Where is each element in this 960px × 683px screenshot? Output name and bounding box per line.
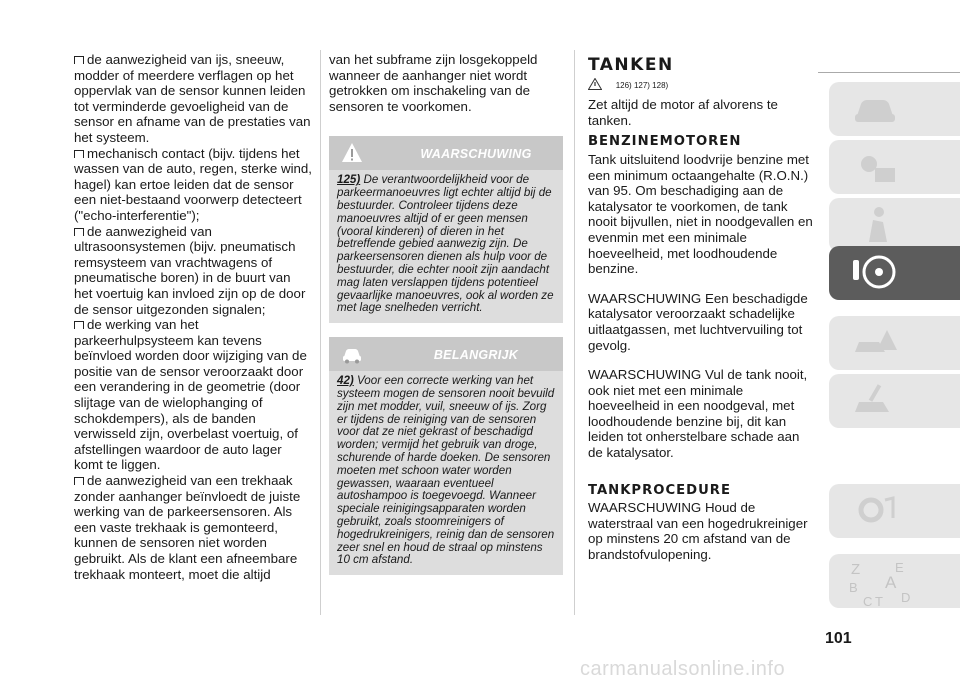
right-column <box>588 55 814 563</box>
sun-envelope-icon <box>849 144 901 188</box>
column-divider <box>574 50 575 615</box>
index-letter: A <box>885 573 897 592</box>
index-letter: B <box>849 580 858 595</box>
bullet-item: de aanwezigheid van een trekhaak zonder aanhanger beïnvloedt de juiste werking van de parkeersensoren. Als een vaste trekhaak is gemonteerd, kunnen de sensoren niet worden gebruikt. Als de klant een afneembare trekhaak monteert, moet die altijd <box>74 473 301 582</box>
left-column <box>74 52 312 582</box>
index-letter: D <box>901 590 911 605</box>
seat-airbag-icon <box>849 202 901 246</box>
wrench-car-icon <box>849 378 901 422</box>
important-title: BELANGRIJK <box>433 348 519 363</box>
bullet-icon <box>74 228 84 236</box>
page-number: 101 <box>825 630 852 647</box>
car-warning-icon <box>849 320 901 364</box>
warning-header <box>329 136 563 170</box>
warning-title: WAARSCHUWING <box>420 147 532 162</box>
bullet-item: de aanwezigheid van ijs, sneeuw, modder of meerdere verflagen op het oppervlak van de sensor kunnen leiden tot verminderde gevoeligheid van de sensor en afname van de prestaties van het systeem. <box>74 52 311 145</box>
bullet-item: de werking van het parkeerhulpsysteem kan tevens beïnvloed worden door wijziging van de positie van de sensor veroorzaakt door een verandering in de geometrie (door slijtage van de wielophanging of schokdempers), als de banden verwisseld zijn, overbelast voertuig, of afstellingen waardoor de auto lager komt te liggen. <box>74 317 307 473</box>
body-text: WAARSCHUWING Vul de tank nooit, ook niet met een minimale hoeveelheid in een noodgeval, met loodhoudende benzine bij, dit kan leiden tot onherstelbare schade aan de katalysator. <box>588 367 808 461</box>
warning-triangle-icon <box>341 142 363 164</box>
chapter-tab-dashboard[interactable] <box>829 82 960 136</box>
warning-triangle-icon <box>588 78 602 90</box>
bullet-icon <box>74 150 84 158</box>
important-box <box>329 337 563 575</box>
index-letter: E <box>895 560 904 575</box>
key-steering-wheel-icon <box>849 250 901 294</box>
intro-text: Zet altijd de motor af alvorens te tanken. <box>588 97 778 128</box>
column-divider <box>320 50 321 615</box>
important-header <box>329 337 563 371</box>
warning-text: 125) De verantwoordelijkheid voor de parkeermanoeuvres ligt echter altijd bij de bestuurder. Controleer tijdens deze manoeuvres altijd of er geen mensen (vooral kinderen) of dieren in het betreffende gebied aanwezig zijn. De parkeersensoren dienen als hulp voor de bestuurder, die echter nooit zijn aandacht mag laten verslappen tijdens potentieel gevaarlijke manoeuvres, ook al worden ze met lage snelheden verricht. <box>337 173 554 315</box>
index-letter: T <box>875 594 883 608</box>
bullet-item: mechanisch contact (bijv. tijdens het wassen van de auto, regen, sterke wind, hagel) kan ertoe leiden dat de sensor een niet-bestaand voorwerp detecteert ("echo-interferentie"); <box>74 145 313 223</box>
body-text: WAARSCHUWING Houd de waterstraal van een hogedrukreiniger op minstens 20 cm afstand van de brandstofvulopening. <box>588 500 808 563</box>
chapter-tab-maintenance[interactable] <box>829 374 960 428</box>
chapter-tab-multimedia[interactable] <box>829 484 960 538</box>
bullet-icon <box>74 477 84 485</box>
section-heading: TANKEN <box>588 55 674 75</box>
important-number: 42) <box>337 374 354 388</box>
middle-column <box>329 52 563 575</box>
warning-number: 125) <box>337 173 361 187</box>
subheading-benzine: BENZINEMOTOREN <box>588 134 742 150</box>
reference-line <box>588 78 814 94</box>
warning-box <box>329 136 563 323</box>
bullet-icon <box>74 56 84 64</box>
continuation-text: van het subframe zijn losgekoppeld wanneer de aanhanger niet wordt getrokken om inschakeling van de sensoren te voorkomen. <box>329 52 538 114</box>
chapter-tab-emergency[interactable] <box>829 316 960 370</box>
body-text: Tank uitsluitend loodvrije benzine met een minimum octaangehalte (R.O.N.) van 95. Om beschadiging aan de katalysator te voorkomen, de tank nooit bijvullen, niet in noodgevallen en evenmin met een minimale hoeveelheid, met loodhoudende benzine. <box>588 151 813 277</box>
chapter-tab-index[interactable] <box>829 554 960 608</box>
gear-music-icon <box>849 488 901 532</box>
bullet-item: de aanwezigheid van ultrasoonsystemen (bijv. pneumatisch remsysteem van vrachtwagens of pneumatische boren) in de buurt van het voertuig kan invloed zijn op de door de sensor uitgezonden signalen; <box>74 223 306 317</box>
chapter-tab-safety[interactable] <box>829 198 960 252</box>
alphabet-index-icon <box>849 558 939 608</box>
reference-numbers: 126) 127) 128) <box>615 80 669 90</box>
subheading-procedure: TANKPROCEDURE <box>588 482 731 498</box>
car-dashboard-icon <box>849 86 901 130</box>
body-text: WAARSCHUWING Een beschadigde katalysator veroorzaakt schadelijke uitlaatgassen, met luchtvervuiling tot gevolg. <box>588 290 808 353</box>
header-rule <box>818 72 960 73</box>
chapter-tab-starting-driving[interactable] <box>829 246 960 300</box>
footer-watermark: carmanualsonline.info <box>580 658 786 680</box>
index-letter: C <box>863 594 873 608</box>
chapter-tab-lights[interactable] <box>829 140 960 194</box>
index-letter: Z <box>851 561 861 578</box>
bullet-icon <box>74 321 84 329</box>
important-text: 42) Voor een correcte werking van het systeem mogen de sensoren nooit bevuild zijn met modder, vuil, sneeuw of ijs. Zorg er tijdens de reiniging van de sensoren voor dat ze niet gekrast of beschadigd worden; vermijd het gebruik van droge, schurende of harde doeken. De sensoren moeten met schoon water worden gewassen, waaraan eventueel autoshampoo is toegevoegd. Wanneer speciale reinigingsapparaten worden gebruikt, zoals stoomreinigers of hogedrukreinigers, reinig dan de sensoren zeer snel en houd de straal op minstens 10 cm afstand. <box>337 374 555 567</box>
car-icon <box>341 343 363 365</box>
